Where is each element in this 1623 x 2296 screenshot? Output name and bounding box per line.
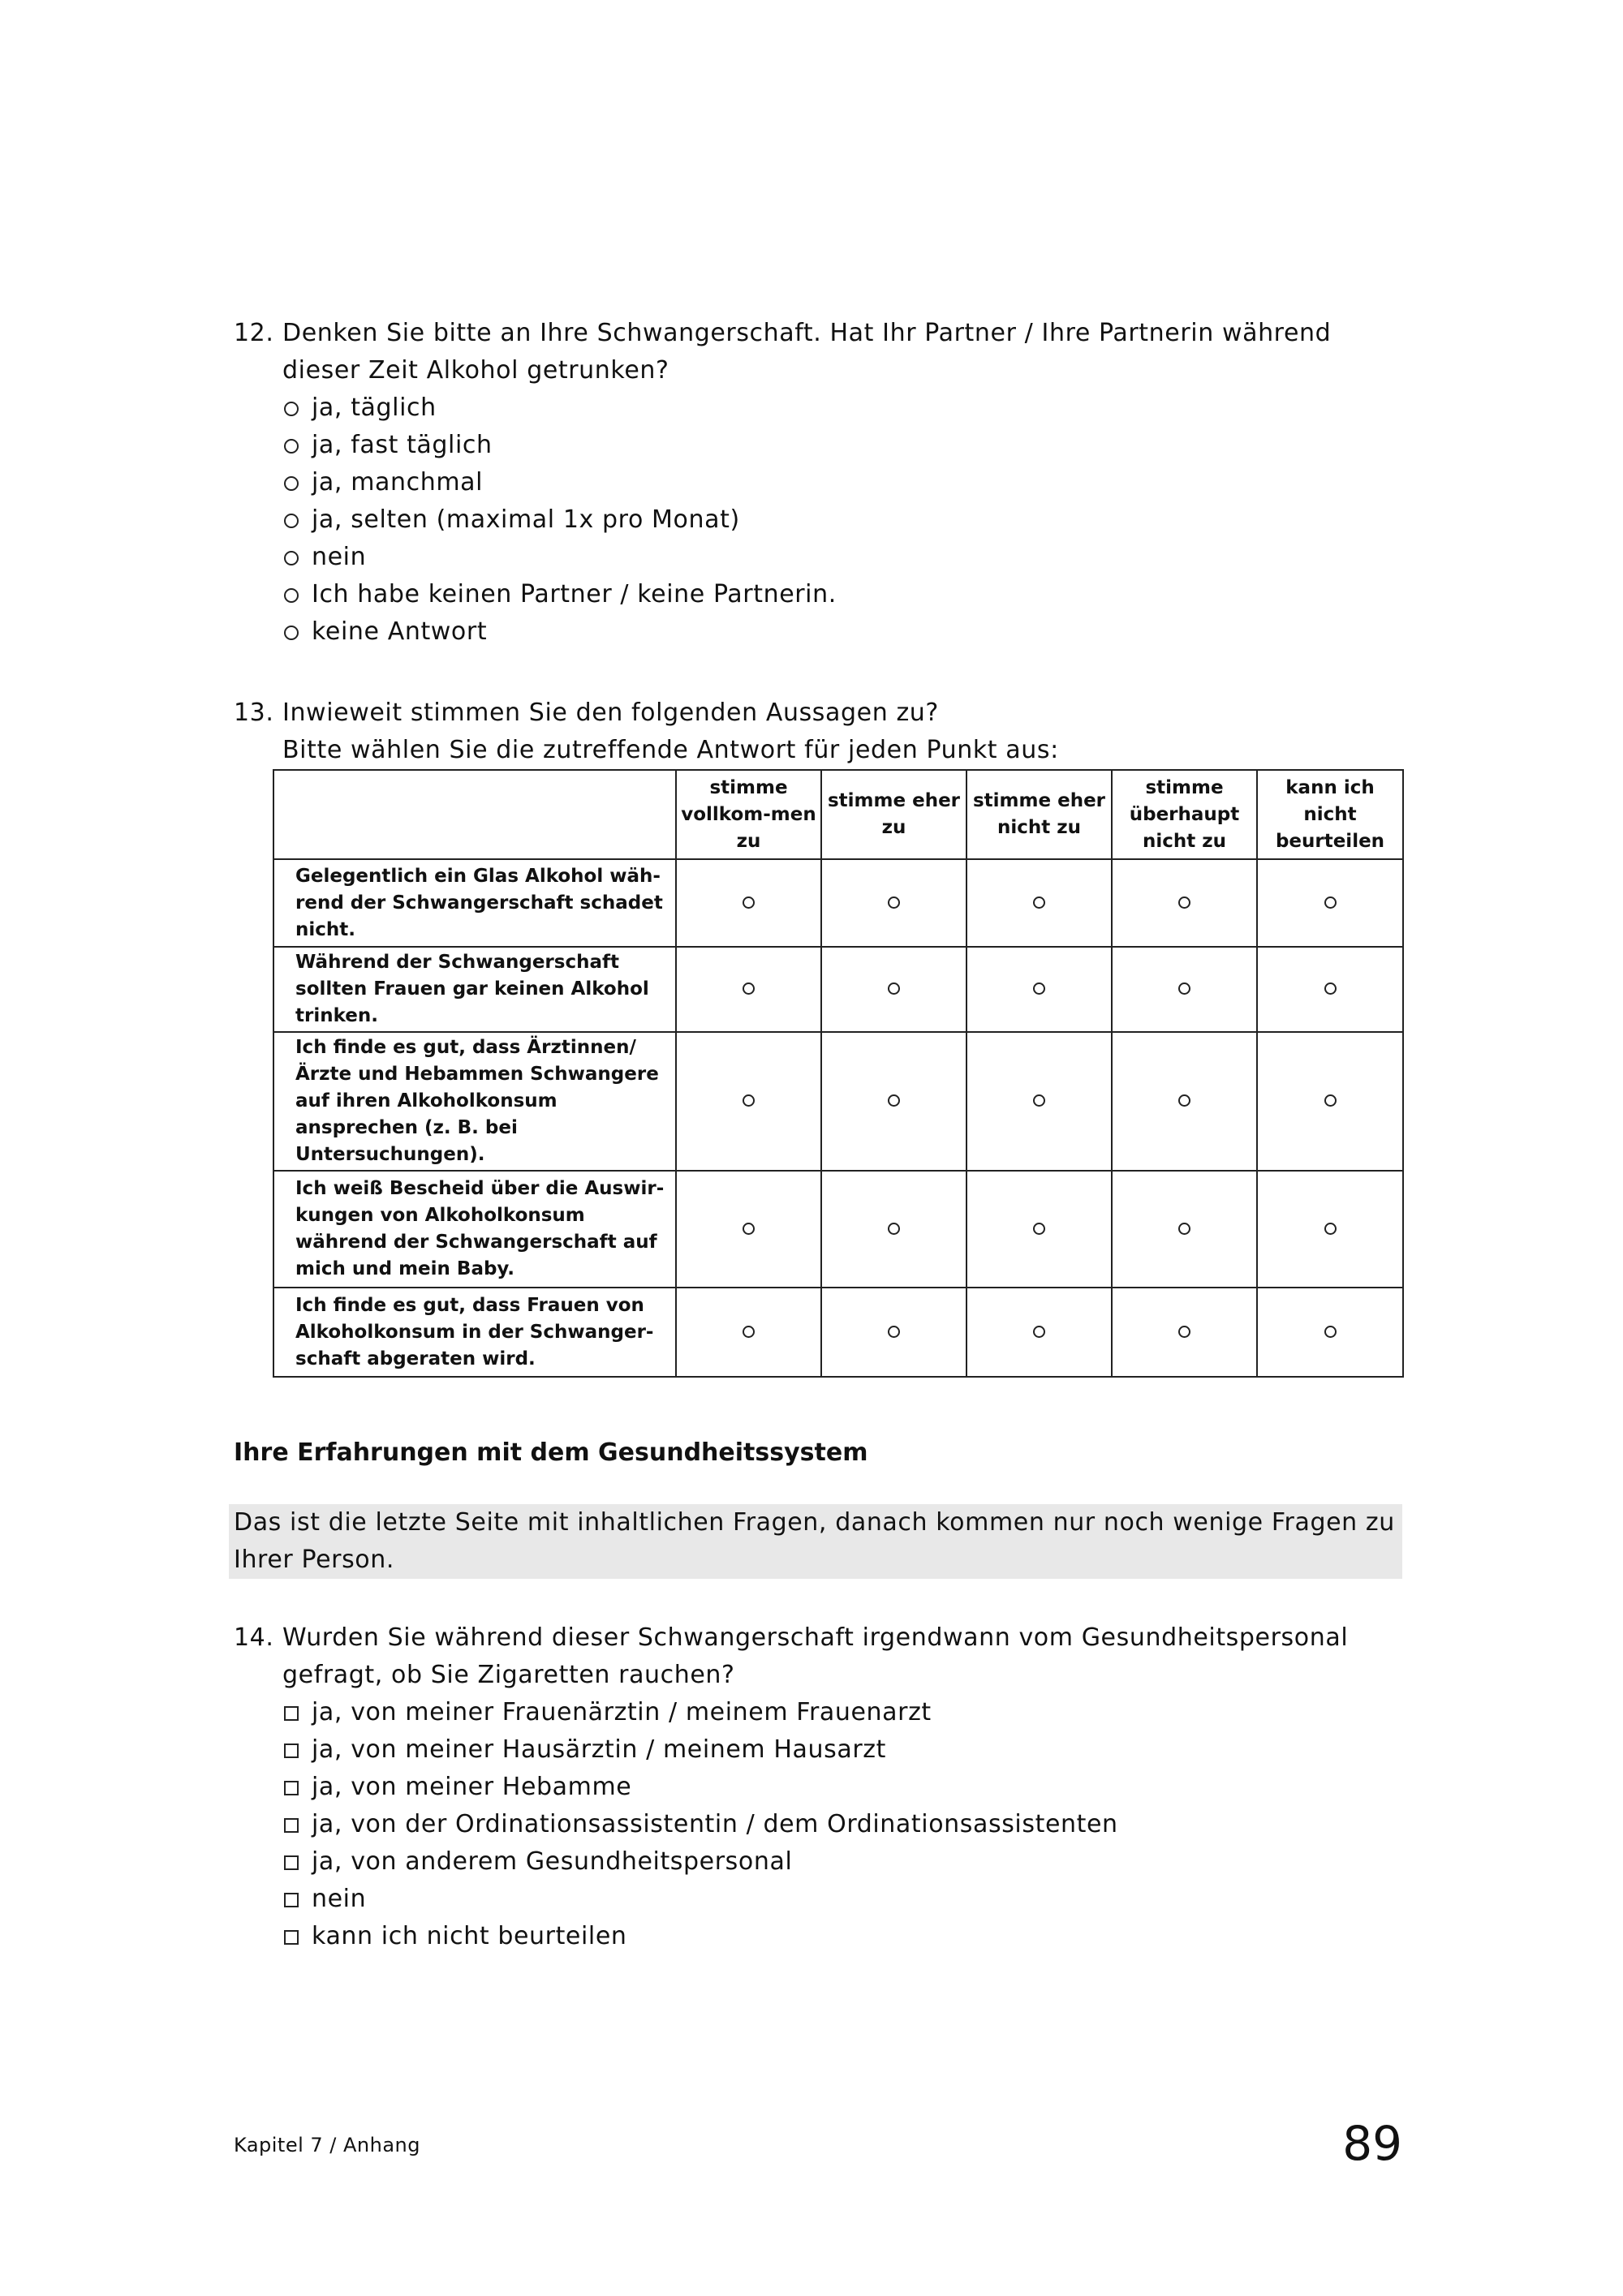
chapter-label: Kapitel 7 / Anhang [234, 2134, 421, 2156]
question-number: 14. [234, 1623, 274, 1652]
radio-icon[interactable] [1324, 1223, 1337, 1235]
radio-icon[interactable] [284, 514, 299, 528]
checkbox-option[interactable] [282, 1843, 1402, 1881]
table-row [273, 1288, 1403, 1377]
question-12 [234, 315, 1402, 651]
response-cell[interactable] [1112, 1032, 1257, 1171]
radio-icon[interactable] [1178, 982, 1190, 995]
radio-icon[interactable] [1178, 1094, 1190, 1107]
radio-option[interactable] [282, 427, 1402, 464]
column-header: stimme eher nicht zu [966, 770, 1112, 859]
response-cell[interactable] [676, 1171, 821, 1288]
radio-icon[interactable] [284, 402, 299, 416]
response-cell[interactable] [821, 947, 966, 1032]
radio-icon[interactable] [1178, 1223, 1190, 1235]
checkbox-option[interactable] [282, 1694, 1402, 1731]
radio-icon[interactable] [284, 588, 299, 603]
option-label: nein [312, 1885, 367, 1913]
statement-cell: Ich weiß Bescheid über die Auswir-kungen von Alkoholkonsum während der Schwangerschaft auf mich und mein Baby. [273, 1171, 676, 1288]
radio-icon[interactable] [284, 551, 299, 565]
checkbox-option[interactable] [282, 1918, 1402, 1955]
option-label: ja, manchmal [312, 468, 484, 497]
response-cell[interactable] [676, 1288, 821, 1377]
response-cell[interactable] [1112, 947, 1257, 1032]
statement-cell: Während der Schwangerschaft sollten Frauen gar keinen Alkohol trinken. [273, 947, 676, 1032]
header-empty-cell [273, 770, 676, 859]
radio-icon[interactable] [1178, 1326, 1190, 1338]
response-cell[interactable] [1257, 1288, 1403, 1377]
option-label: ja, von meiner Hausärztin / meinem Hausarzt [312, 1735, 887, 1764]
likert-table-wrapper [273, 769, 1402, 1378]
response-cell[interactable] [821, 1171, 966, 1288]
option-label: ja, von anderem Gesundheitspersonal [312, 1847, 793, 1876]
radio-icon[interactable] [743, 896, 755, 909]
option-label: kann ich nicht beurteilen [312, 1922, 627, 1950]
statement-cell: Ich finde es gut, dass Ärztinnen/ Ärzte und Hebammen Schwangere auf ihren Alkoholkonsum ansprechen (z. B. bei Untersuchungen). [273, 1032, 676, 1171]
radio-option[interactable] [282, 576, 1402, 613]
statement-cell: Gelegentlich ein Glas Alkohol wäh-rend der Schwangerschaft schadet nicht. [273, 859, 676, 947]
question-instruction: Bitte wählen Sie die zutreffende Antwort für jeden Punkt aus: [282, 736, 1059, 764]
radio-icon[interactable] [284, 476, 299, 491]
table-header-row [273, 770, 1403, 859]
question-12-header [234, 315, 1402, 389]
response-cell[interactable] [1257, 1032, 1403, 1171]
option-label: nein [312, 543, 367, 571]
column-header: stimme überhaupt nicht zu [1112, 770, 1257, 859]
radio-icon[interactable] [1178, 896, 1190, 909]
section-title: Ihre Erfahrungen mit dem Gesundheitssystem [234, 1438, 868, 1467]
radio-option[interactable] [282, 464, 1402, 501]
question-number: 13. [234, 699, 274, 727]
column-header: stimme eher zu [821, 770, 966, 859]
radio-icon[interactable] [1324, 1326, 1337, 1338]
response-cell[interactable] [1257, 859, 1403, 947]
radio-icon[interactable] [284, 626, 299, 640]
radio-icon[interactable] [888, 896, 900, 909]
response-cell[interactable] [821, 859, 966, 947]
column-header: kann ich nicht beurteilen [1257, 770, 1403, 859]
radio-icon[interactable] [1033, 1094, 1045, 1107]
statement-cell: Ich finde es gut, dass Frauen von Alkoholkonsum in der Schwanger-schaft abgeraten wird. [273, 1288, 676, 1377]
radio-icon[interactable] [1033, 896, 1045, 909]
page-number: 89 [1342, 2116, 1402, 2171]
question-14 [234, 1619, 1402, 1955]
response-cell[interactable] [966, 1032, 1112, 1171]
checkbox-icon[interactable] [284, 1930, 299, 1945]
question-13-subline [234, 732, 1402, 769]
response-cell[interactable] [676, 1032, 821, 1171]
document-page [234, 315, 1402, 1955]
radio-icon[interactable] [1033, 1223, 1045, 1235]
radio-option[interactable] [282, 613, 1402, 651]
radio-icon[interactable] [284, 439, 299, 454]
checkbox-option[interactable] [282, 1731, 1402, 1769]
response-cell[interactable] [966, 1288, 1112, 1377]
response-cell[interactable] [676, 859, 821, 947]
question-text: Inwieweit stimmen Sie den folgenden Aussagen zu? [282, 699, 939, 727]
radio-icon[interactable] [888, 1326, 900, 1338]
question-13 [234, 694, 1402, 769]
option-label: keine Antwort [312, 617, 488, 646]
checkbox-icon[interactable] [284, 1743, 299, 1758]
radio-option[interactable] [282, 501, 1402, 539]
table-row [273, 1171, 1403, 1288]
response-cell[interactable] [1112, 859, 1257, 947]
radio-option[interactable] [282, 389, 1402, 427]
radio-icon[interactable] [888, 1223, 900, 1235]
radio-icon[interactable] [743, 982, 755, 995]
page-footer [234, 2118, 1402, 2174]
question-number: 12. [234, 319, 274, 347]
response-cell[interactable] [966, 947, 1112, 1032]
table-row [273, 1032, 1403, 1171]
radio-icon[interactable] [743, 1094, 755, 1107]
checkbox-option[interactable] [282, 1881, 1402, 1918]
response-cell[interactable] [1257, 947, 1403, 1032]
question-14-header [234, 1619, 1402, 1694]
table-row [273, 859, 1403, 947]
option-label: ja, von meiner Hebamme [312, 1773, 632, 1801]
radio-icon[interactable] [743, 1223, 755, 1235]
radio-icon[interactable] [743, 1326, 755, 1338]
response-cell[interactable] [1112, 1171, 1257, 1288]
response-cell[interactable] [966, 859, 1112, 947]
option-label: ja, selten (maximal 1x pro Monat) [312, 505, 740, 534]
likert-table [273, 769, 1404, 1378]
response-cell[interactable] [821, 1288, 966, 1377]
radio-option[interactable] [282, 539, 1402, 576]
table-row [273, 947, 1403, 1032]
option-label: ja, täglich [312, 393, 437, 422]
checkbox-option[interactable] [282, 1769, 1402, 1806]
response-cell[interactable] [821, 1032, 966, 1171]
response-cell[interactable] [966, 1171, 1112, 1288]
radio-icon[interactable] [1033, 1326, 1045, 1338]
radio-icon[interactable] [888, 1094, 900, 1107]
option-label: ja, von der Ordinationsassistentin / dem Ordinationsassistenten [312, 1810, 1118, 1838]
question-13-header [234, 694, 1402, 732]
response-cell[interactable] [1257, 1171, 1403, 1288]
response-cell[interactable] [676, 947, 821, 1032]
question-12-options [282, 389, 1402, 651]
question-text: Denken Sie bitte an Ihre Schwangerschaft. Hat Ihr Partner / Ihre Partnerin während dieser Zeit Alkohol getrunken? [282, 319, 1332, 385]
radio-icon[interactable] [1324, 896, 1337, 909]
option-label: ja, fast täglich [312, 431, 493, 459]
radio-icon[interactable] [1324, 1094, 1337, 1107]
info-note: Das ist die letzte Seite mit inhaltlichen Fragen, danach kommen nur noch wenige Fragen zu Ihrer Person. [229, 1504, 1402, 1579]
response-cell[interactable] [1112, 1288, 1257, 1377]
checkbox-icon[interactable] [284, 1893, 299, 1907]
question-text: Wurden Sie während dieser Schwangerschaft irgendwann vom Gesundheitspersonal gefragt, ob Sie Zigaretten rauchen? [282, 1623, 1349, 1689]
radio-icon[interactable] [1033, 982, 1045, 995]
checkbox-icon[interactable] [284, 1706, 299, 1721]
radio-icon[interactable] [888, 982, 900, 995]
checkbox-icon[interactable] [284, 1855, 299, 1870]
option-label: ja, von meiner Frauenärztin / meinem Frauenarzt [312, 1698, 932, 1726]
question-14-options [282, 1694, 1402, 1955]
radio-icon[interactable] [1324, 982, 1337, 995]
option-label: Ich habe keinen Partner / keine Partnerin. [312, 580, 837, 608]
checkbox-option[interactable] [282, 1806, 1402, 1843]
checkbox-icon[interactable] [284, 1818, 299, 1833]
checkbox-icon[interactable] [284, 1781, 299, 1795]
indent-spacer [234, 732, 282, 769]
column-header: stimme vollkom-men zu [676, 770, 821, 859]
